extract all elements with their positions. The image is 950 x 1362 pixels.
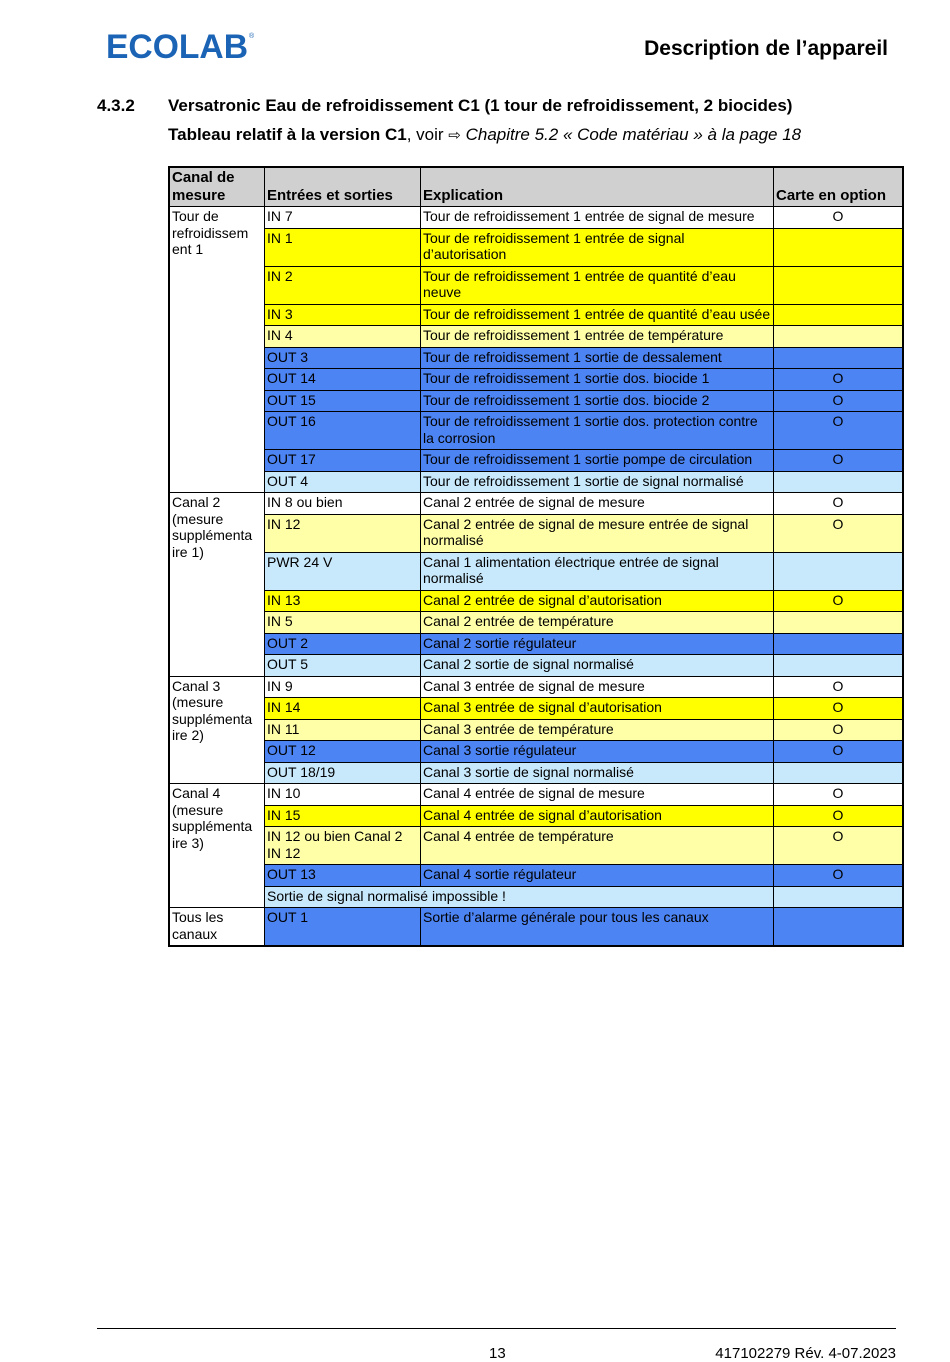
option-cell (774, 347, 904, 369)
io-cell: OUT 3 (265, 347, 421, 369)
io-table (168, 166, 904, 947)
explanation-cell: Tour de refroidissement 1 sortie pompe de circulation (421, 450, 774, 472)
table-row (169, 908, 903, 947)
option-cell (774, 266, 904, 304)
channel-cell: Canal 4 (mesure supplémenta ire 3) (169, 784, 265, 908)
option-cell: O (774, 514, 904, 552)
option-cell: O (774, 805, 904, 827)
table-row (169, 493, 903, 515)
option-cell (774, 552, 904, 590)
io-cell: OUT 5 (265, 655, 421, 677)
table-row (169, 865, 903, 887)
section-title: Versatronic Eau de refroidissement C1 (1 tour de refroidissement, 2 biocides) (168, 96, 793, 115)
table-row (169, 676, 903, 698)
explanation-cell: Canal 4 entrée de température (421, 827, 774, 865)
option-cell (774, 655, 904, 677)
table-row (169, 347, 903, 369)
table-row (169, 698, 903, 720)
option-cell (774, 908, 904, 947)
header-explanation: Explication (421, 167, 774, 207)
io-cell: IN 4 (265, 326, 421, 348)
option-cell: O (774, 865, 904, 887)
io-cell: IN 3 (265, 304, 421, 326)
channel-cell: Tour de refroidissem ent 1 (169, 207, 265, 493)
table-row (169, 326, 903, 348)
table-row (169, 471, 903, 493)
option-cell (774, 304, 904, 326)
io-cell: OUT 16 (265, 412, 421, 450)
table-row (169, 390, 903, 412)
explanation-cell: Tour de refroidissement 1 entrée de signal d’autorisation (421, 228, 774, 266)
channel-cell: Canal 3 (mesure supplémenta ire 2) (169, 676, 265, 784)
explanation-cell: Canal 4 entrée de signal de mesure (421, 784, 774, 806)
option-cell (774, 471, 904, 493)
explanation-cell: Canal 4 sortie régulateur (421, 865, 774, 887)
option-cell: O (774, 207, 904, 229)
table-row (169, 741, 903, 763)
io-cell: IN 11 (265, 719, 421, 741)
io-cell: IN 2 (265, 266, 421, 304)
table-row (169, 827, 903, 865)
explanation-cell: Canal 4 entrée de signal d’autorisation (421, 805, 774, 827)
option-cell: O (774, 784, 904, 806)
logo-text: ECOLAB (106, 28, 248, 62)
io-cell: IN 7 (265, 207, 421, 229)
io-cell: IN 10 (265, 784, 421, 806)
explanation-cell: Tour de refroidissement 1 entrée de quantité d’eau neuve (421, 266, 774, 304)
io-cell: IN 1 (265, 228, 421, 266)
explanation-cell: Tour de refroidissement 1 entrée de température (421, 326, 774, 348)
io-cell: IN 15 (265, 805, 421, 827)
io-cell: IN 12 (265, 514, 421, 552)
option-cell (774, 228, 904, 266)
table-row (169, 450, 903, 472)
table-row (169, 514, 903, 552)
option-cell: O (774, 741, 904, 763)
explanation-cell: Canal 3 entrée de signal de mesure (421, 676, 774, 698)
subtitle-sep: , voir (406, 125, 449, 144)
table-row (169, 805, 903, 827)
section-subtitle (168, 125, 801, 145)
option-cell (774, 633, 904, 655)
explanation-cell: Canal 2 sortie de signal normalisé (421, 655, 774, 677)
option-cell: O (774, 698, 904, 720)
io-cell: OUT 4 (265, 471, 421, 493)
option-cell (774, 762, 904, 784)
explanation-cell: Canal 2 sortie régulateur (421, 633, 774, 655)
explanation-cell: Tour de refroidissement 1 sortie dos. protection contre la corrosion (421, 412, 774, 450)
table-row (169, 590, 903, 612)
option-cell (774, 326, 904, 348)
table-row (169, 612, 903, 634)
explanation-cell: Canal 2 entrée de signal de mesure entrée de signal normalisé (421, 514, 774, 552)
page-number: 13 (489, 1345, 506, 1362)
io-cell: IN 9 (265, 676, 421, 698)
page-header-title: Description de l’appareil (644, 37, 888, 60)
explanation-cell: Tour de refroidissement 1 sortie dos. biocide 1 (421, 369, 774, 391)
io-cell: OUT 1 (265, 908, 421, 947)
io-cell: OUT 15 (265, 390, 421, 412)
explanation-cell: Tour de refroidissement 1 entrée de quantité d’eau usée (421, 304, 774, 326)
io-cell: IN 8 ou bien (265, 493, 421, 515)
table-row (169, 228, 903, 266)
io-cell: Sortie de signal normalisé impossible ! (265, 886, 774, 908)
explanation-cell: Canal 1 alimentation électrique entrée de signal normalisé (421, 552, 774, 590)
table-row (169, 762, 903, 784)
io-cell: IN 14 (265, 698, 421, 720)
table-header-row (169, 167, 903, 207)
ecolab-logo (106, 28, 256, 62)
option-cell: O (774, 719, 904, 741)
table-row (169, 886, 903, 908)
io-cell: OUT 13 (265, 865, 421, 887)
table-row (169, 633, 903, 655)
option-cell: O (774, 390, 904, 412)
option-cell: O (774, 590, 904, 612)
explanation-cell: Canal 3 entrée de température (421, 719, 774, 741)
svg-text:®: ® (249, 33, 255, 40)
io-cell: IN 12 ou bien Canal 2 IN 12 (265, 827, 421, 865)
explanation-cell: Canal 2 entrée de température (421, 612, 774, 634)
subtitle-bold: Tableau relatif à la version C1 (168, 125, 407, 144)
header-option-card: Carte en option (774, 167, 904, 207)
io-cell: PWR 24 V (265, 552, 421, 590)
option-cell: O (774, 369, 904, 391)
table-row (169, 369, 903, 391)
table-row (169, 266, 903, 304)
option-cell: O (774, 676, 904, 698)
footer-divider (97, 1328, 896, 1329)
explanation-cell: Canal 3 sortie régulateur (421, 741, 774, 763)
io-cell: OUT 17 (265, 450, 421, 472)
io-cell: OUT 2 (265, 633, 421, 655)
explanation-cell: Tour de refroidissement 1 sortie de signal normalisé (421, 471, 774, 493)
option-cell (774, 886, 904, 908)
io-cell: IN 13 (265, 590, 421, 612)
explanation-cell: Canal 2 entrée de signal d’autorisation (421, 590, 774, 612)
io-cell: OUT 14 (265, 369, 421, 391)
option-cell: O (774, 493, 904, 515)
option-cell: O (774, 412, 904, 450)
option-cell (774, 612, 904, 634)
option-cell: O (774, 827, 904, 865)
explanation-cell: Sortie d’alarme générale pour tous les canaux (421, 908, 774, 947)
table-row (169, 655, 903, 677)
table-row (169, 784, 903, 806)
option-cell: O (774, 450, 904, 472)
document-reference: 417102279 Rév. 4-07.2023 (715, 1345, 896, 1362)
io-cell: OUT 18/19 (265, 762, 421, 784)
explanation-cell: Canal 3 sortie de signal normalisé (421, 762, 774, 784)
explanation-cell: Tour de refroidissement 1 sortie de dessalement (421, 347, 774, 369)
explanation-cell: Tour de refroidissement 1 entrée de signal de mesure (421, 207, 774, 229)
table-row (169, 719, 903, 741)
io-cell: IN 5 (265, 612, 421, 634)
link-arrow-icon: ⇨ (448, 127, 461, 144)
section-number: 4.3.2 (97, 96, 135, 115)
table-row (169, 207, 903, 229)
table-row (169, 304, 903, 326)
channel-cell: Canal 2 (mesure supplémenta ire 1) (169, 493, 265, 677)
explanation-cell: Canal 3 entrée de signal d’autorisation (421, 698, 774, 720)
header-io: Entrées et sorties (265, 167, 421, 207)
channel-cell: Tous les canaux (169, 908, 265, 947)
chapter-link[interactable]: Chapitre 5.2 « Code matériau » à la page 18 (465, 125, 802, 144)
header-channel: Canal de mesure (169, 167, 265, 207)
explanation-cell: Canal 2 entrée de signal de mesure (421, 493, 774, 515)
io-cell: OUT 12 (265, 741, 421, 763)
table-row (169, 412, 903, 450)
explanation-cell: Tour de refroidissement 1 sortie dos. biocide 2 (421, 390, 774, 412)
table-row (169, 552, 903, 590)
